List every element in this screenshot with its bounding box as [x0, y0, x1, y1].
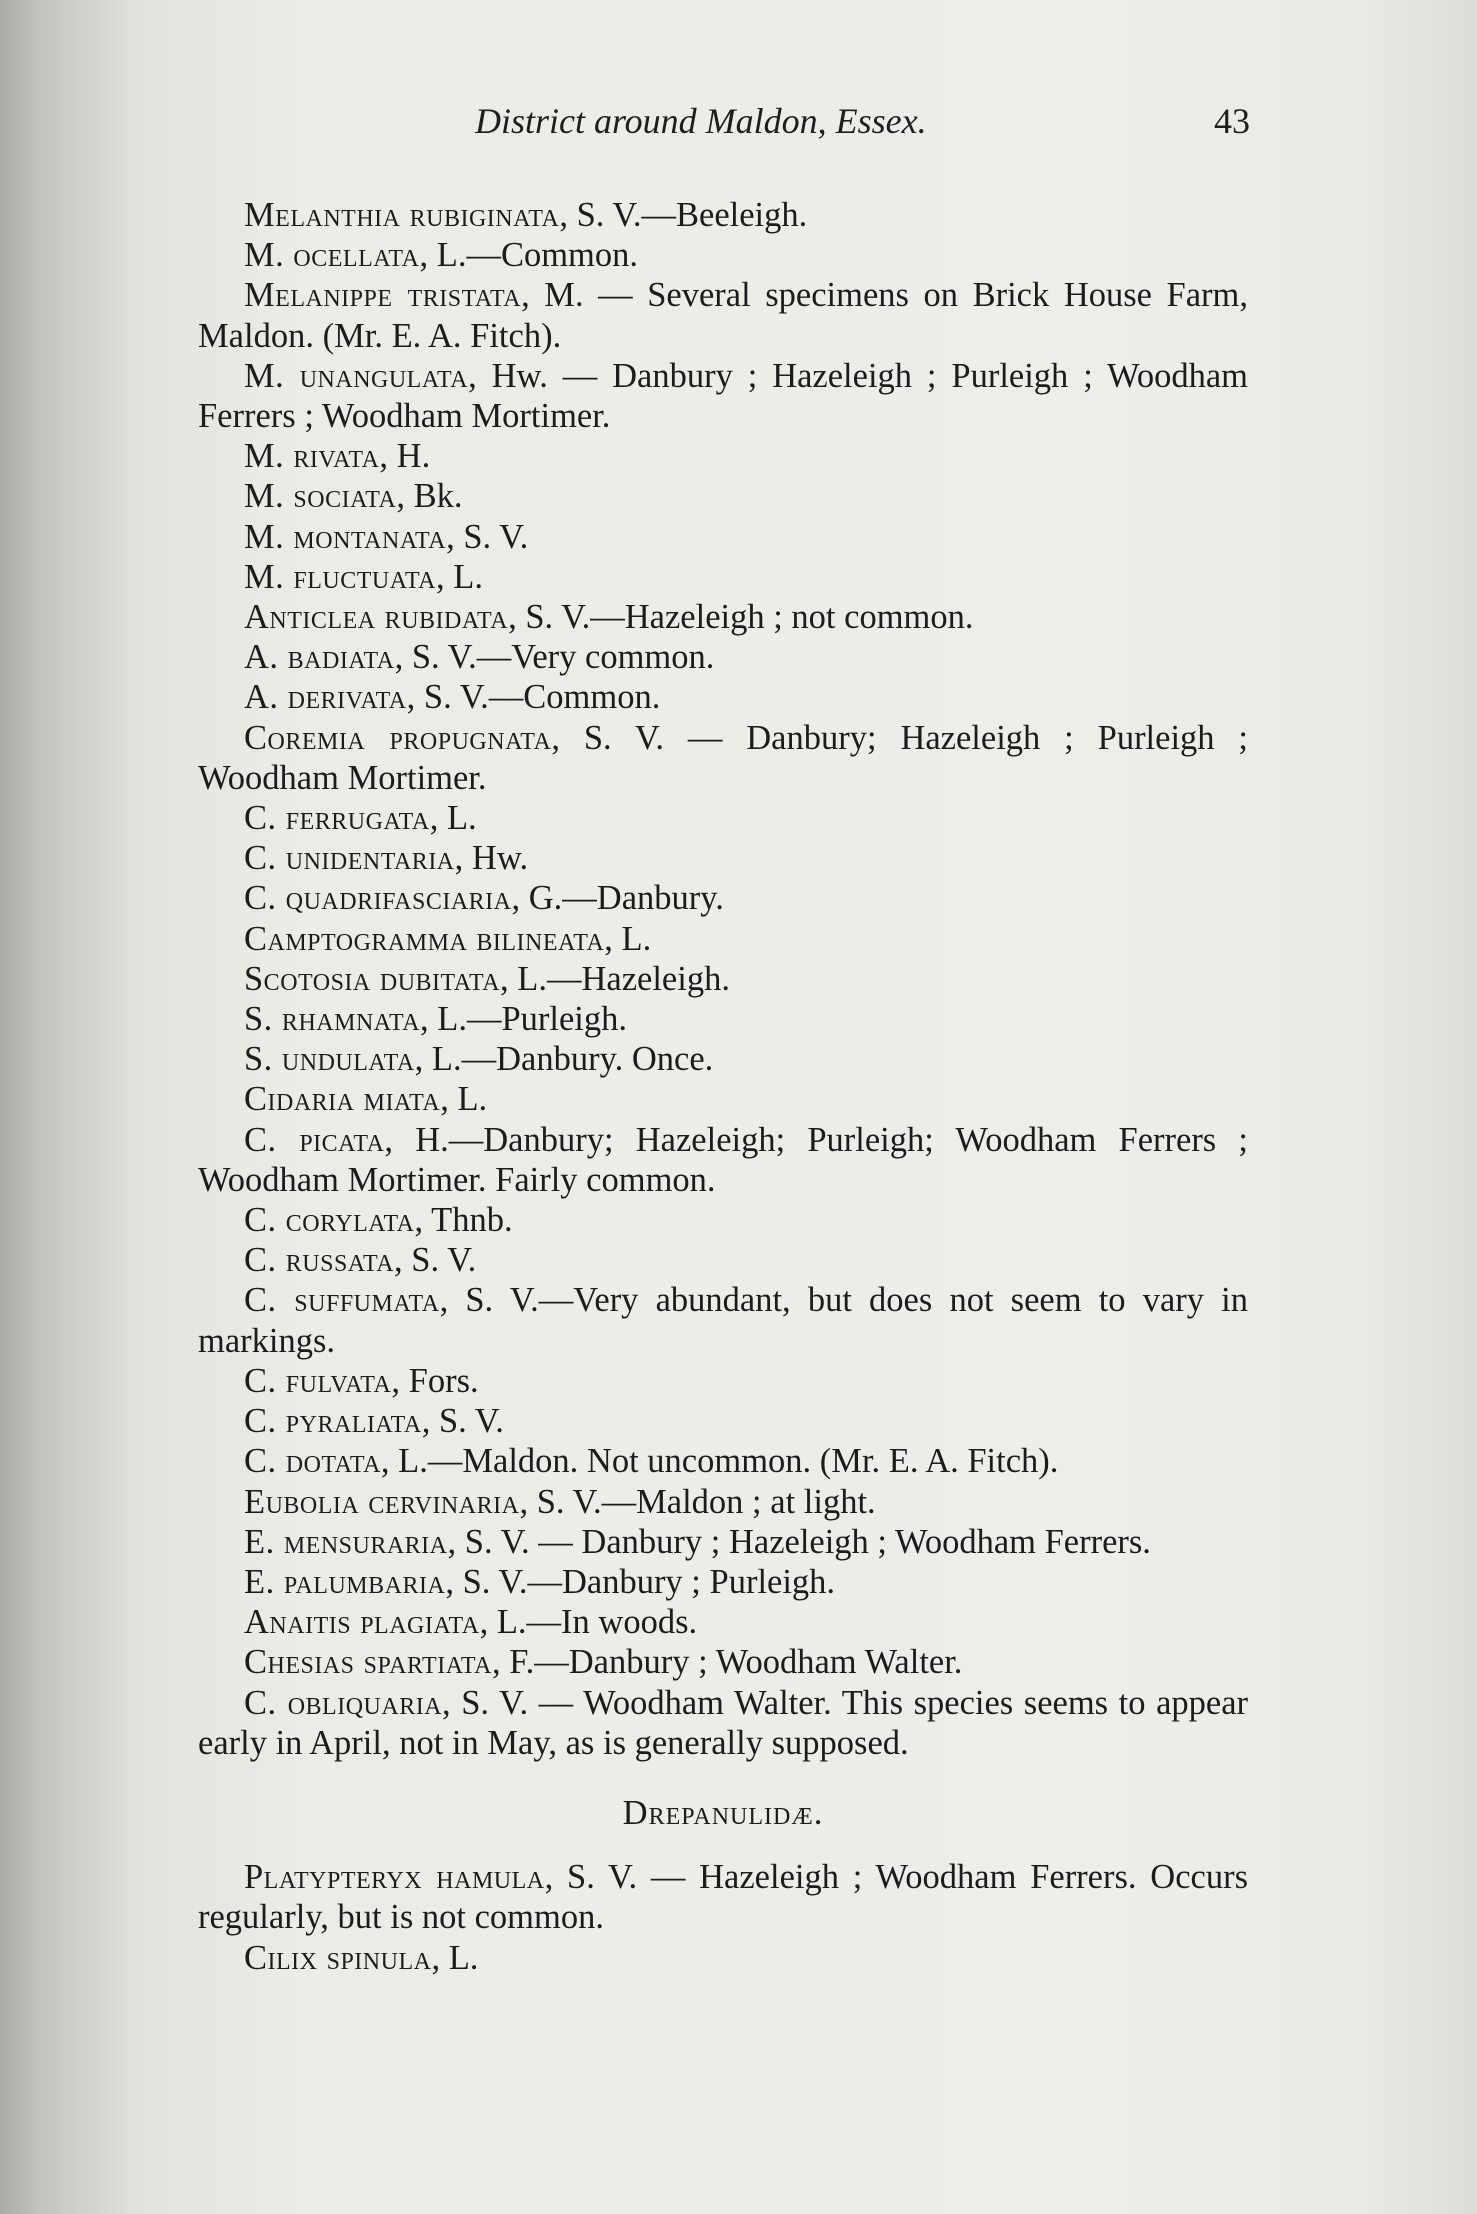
- species-name: Coremia propugnata: [244, 718, 552, 757]
- species-entry: [198, 356, 1248, 436]
- species-record: , F.—Danbury ; Woodham Walter.: [491, 1643, 963, 1682]
- species-entry: [198, 235, 1248, 275]
- species-record: , S. V.: [394, 1241, 477, 1280]
- species-record: , S. V.: [421, 1402, 504, 1441]
- species-name: Melanthia rubiginata: [244, 196, 560, 234]
- species-entry: [198, 838, 1248, 878]
- species-name: C. dotata: [244, 1442, 381, 1481]
- species-entry: [198, 959, 1248, 999]
- species-entry: [198, 1200, 1248, 1240]
- species-entry: [198, 878, 1248, 918]
- species-name: Camptogramma bilineata: [244, 919, 605, 958]
- species-name: Anticlea rubidata: [244, 598, 509, 637]
- species-record: , L.: [436, 557, 483, 596]
- species-entry: [198, 1642, 1248, 1682]
- species-entry: [198, 798, 1248, 838]
- species-entry: [198, 597, 1248, 637]
- species-record: , L.—In woods.: [479, 1603, 698, 1642]
- species-name: Cidaria miata: [244, 1080, 441, 1119]
- species-record: , Bk.: [396, 477, 463, 516]
- species-entry: [198, 517, 1248, 557]
- species-record: , L.: [429, 799, 477, 838]
- species-name: M. montanata: [244, 517, 447, 556]
- species-entry: [198, 476, 1248, 516]
- species-entry: [198, 557, 1248, 597]
- species-name: C. suffumata: [244, 1281, 440, 1320]
- species-entry: [198, 1401, 1248, 1441]
- species-name: M. sociata: [244, 477, 397, 516]
- species-record: , S. V. — Danbury; Hazeleigh ; Purleigh ; Woodham Mortimer.: [198, 718, 1249, 797]
- species-record: , Hw.: [454, 839, 529, 878]
- species-entry: [198, 1361, 1248, 1401]
- species-name: Anaitis plagiata: [244, 1603, 480, 1642]
- species-entries: [198, 195, 1248, 1763]
- species-record: , S. V. — Hazeleigh ; Woodham Ferrers. Occurs regularly, but is not common.: [198, 1858, 1248, 1937]
- species-name: M. rivata: [244, 437, 380, 476]
- species-entry: [198, 1120, 1248, 1200]
- species-name: M. ocellata: [244, 236, 420, 275]
- species-entry: [198, 1522, 1248, 1562]
- species-name: Platypteryx hamula: [244, 1858, 545, 1897]
- species-entry: [198, 999, 1248, 1039]
- species-record: , M. — Several specimens on Brick House Farm, Maldon. (Mr. E. A. Fitch).: [198, 276, 1248, 355]
- species-name: C. unidentaria: [244, 839, 455, 878]
- species-record: , L.—Maldon. Not uncommon. (Mr. E. A. Fitch).: [380, 1442, 1059, 1481]
- species-record: , H.: [379, 437, 431, 476]
- species-name: C. fulvata: [244, 1361, 392, 1400]
- species-record: , Hw. — Danbury ; Hazeleigh ; Purleigh ; Woodham Ferrers ; Woodham Mortimer.: [198, 356, 1248, 436]
- species-name: S. undulata: [244, 1040, 415, 1079]
- species-name: M. fluctuata: [244, 557, 437, 596]
- species-record: , L.—Hazeleigh.: [500, 959, 730, 998]
- section-heading: Drepanulidæ.: [622, 1793, 824, 1832]
- species-entry: [198, 637, 1248, 677]
- species-name: C. obliquaria: [244, 1683, 443, 1722]
- species-record: , S. V.: [446, 517, 529, 556]
- species-entry: [198, 1683, 1248, 1763]
- species-record: , S. V.—Common.: [406, 678, 661, 717]
- species-entry: [198, 1857, 1248, 1937]
- species-record: , L.—Purleigh.: [420, 1000, 628, 1039]
- species-record: , S. V. — Danbury ; Hazeleigh ; Woodham Ferrers.: [447, 1522, 1151, 1561]
- species-name: M. unangulata: [244, 356, 469, 395]
- species-record: , H.—Danbury; Hazeleigh; Purleigh; Woodham Ferrers ; Woodham Mortimer. Fairly common.: [198, 1120, 1249, 1199]
- species-entry: [198, 1441, 1248, 1481]
- species-name: C. russata: [244, 1241, 395, 1280]
- species-name: A. derivata: [244, 678, 407, 717]
- species-record: , G.—Danbury.: [511, 879, 724, 918]
- page-number: 43: [1214, 101, 1250, 141]
- species-list: [198, 195, 1248, 1978]
- species-record: , Thnb.: [414, 1201, 513, 1240]
- species-name: E. palumbaria: [244, 1562, 446, 1601]
- species-name: E. mensuraria: [244, 1522, 448, 1561]
- species-record: , L.: [431, 1938, 479, 1977]
- species-entry: [198, 1079, 1248, 1119]
- species-name: C. picata: [244, 1120, 385, 1159]
- species-record: , Fors.: [391, 1361, 479, 1400]
- species-entry: [198, 1562, 1248, 1602]
- species-name: C. corylata: [244, 1201, 415, 1240]
- species-name: Scotosia dubitata: [244, 959, 501, 998]
- running-title: District around Maldon, Essex.: [475, 101, 927, 141]
- species-name: A. badiata: [244, 638, 395, 677]
- species-entry: [198, 1039, 1248, 1079]
- species-record: , L.—Danbury. Once.: [414, 1040, 714, 1079]
- species-name: Cilix spinula: [244, 1938, 432, 1977]
- species-name: C. pyraliata: [244, 1402, 422, 1441]
- species-entry: [198, 677, 1248, 717]
- species-record: , L.—Common.: [419, 236, 639, 275]
- species-record: , S. V.—Hazeleigh ; not common.: [508, 598, 974, 637]
- species-name: Eubolia cervinaria: [244, 1482, 520, 1521]
- species-record: , S. V. — Woodham Walter. This species seems to appear early in April, not in May, as is generally supposed.: [198, 1683, 1248, 1762]
- species-entry: [198, 718, 1248, 798]
- species-name: C. ferrugata: [244, 799, 430, 838]
- page-edge-shadow: [1357, 0, 1477, 2214]
- species-record: , L.: [604, 919, 652, 958]
- species-entry: [198, 1280, 1248, 1360]
- species-record: , S. V.—Maldon ; at light.: [519, 1482, 876, 1521]
- species-record: , S. V.—Danbury ; Purleigh.: [445, 1562, 836, 1601]
- species-entry: [198, 275, 1248, 355]
- species-record: , S. V.—Beeleigh.: [559, 196, 808, 234]
- species-entry: [198, 1938, 1248, 1978]
- species-entries-after-heading: [198, 1857, 1248, 1978]
- species-name: C. quadrifasciaria: [244, 879, 512, 918]
- species-name: S. rhamnata: [244, 1000, 421, 1039]
- species-entry: [198, 1240, 1248, 1280]
- page-header: [190, 100, 1250, 160]
- species-name: Melanippe tristata: [244, 276, 522, 315]
- species-entry: [198, 919, 1248, 959]
- species-entry: [198, 195, 1248, 235]
- species-entry: [198, 1482, 1248, 1522]
- species-entry: [198, 436, 1248, 476]
- species-name: Chesias spartiata: [244, 1643, 492, 1682]
- species-record: , S. V.—Very common.: [394, 638, 715, 677]
- species-entry: [198, 1602, 1248, 1642]
- species-record: , S. V.—Very abundant, but does not seem to vary in markings.: [198, 1281, 1248, 1360]
- species-record: , L.: [440, 1080, 488, 1119]
